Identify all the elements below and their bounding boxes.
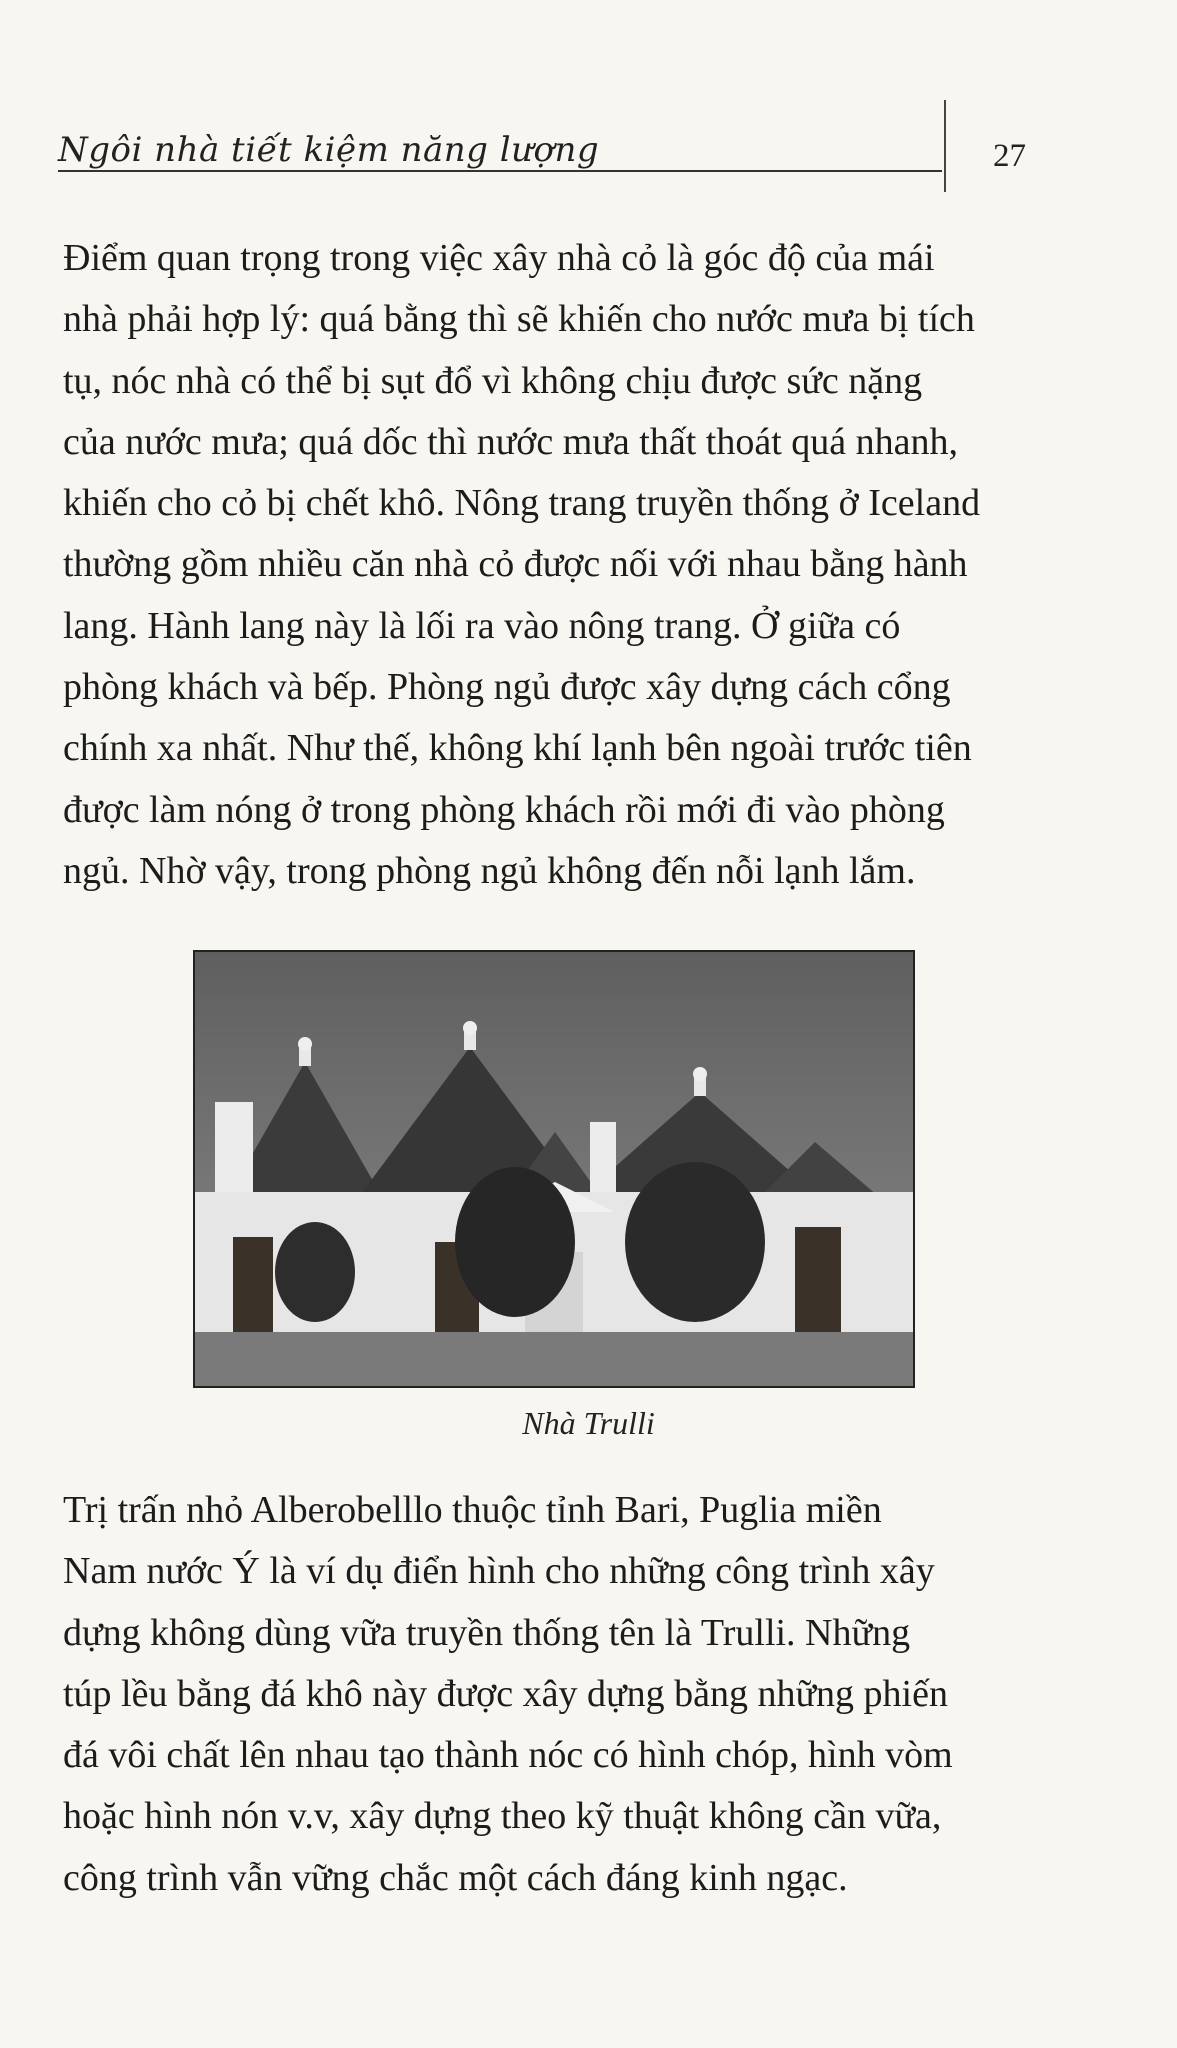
paragraph-iceland-turf-houses bbox=[63, 228, 1047, 902]
header-rule bbox=[58, 170, 942, 172]
text-line: ngủ. Nhờ vậy, trong phòng ngủ không đến nỗi lạnh lắm. bbox=[63, 849, 916, 892]
trulli-illustration bbox=[195, 952, 913, 1386]
text-line: công trình vẫn vững chắc một cách đáng kinh ngạc. bbox=[63, 1856, 848, 1899]
text-line: dựng không dùng vữa truyền thống tên là Trulli. Những bbox=[63, 1611, 911, 1654]
text-line: túp lều bằng đá khô này được xây dựng bằng những phiến bbox=[63, 1672, 948, 1715]
trulli-photo bbox=[193, 950, 915, 1388]
text-line: Trị trấn nhỏ Alberobelllo thuộc tỉnh Bari, Puglia miền bbox=[63, 1489, 882, 1531]
figure-caption: Nhà Trulli bbox=[522, 1405, 655, 1441]
text-line: khiến cho cỏ bị chết khô. Nông trang truyền thống ở Iceland bbox=[63, 482, 981, 525]
header-vertical-rule bbox=[944, 100, 946, 192]
page-header bbox=[48, 100, 1108, 200]
text-line: hoặc hình nón v.v, xây dựng theo kỹ thuật không cần vữa, bbox=[63, 1795, 942, 1838]
page-number: 27 bbox=[993, 138, 1026, 174]
text-line: chính xa nhất. Như thế, không khí lạnh bên ngoài trước tiên bbox=[63, 727, 972, 770]
text-line: tụ, nóc nhà có thể bị sụt đổ vì không chịu được sức nặng bbox=[63, 359, 923, 402]
text-line: phòng khách và bếp. Phòng ngủ được xây dựng cách cổng bbox=[63, 666, 951, 709]
text-line: lang. Hành lang này là lối ra vào nông trang. Ở giữa có bbox=[63, 604, 901, 647]
text-line: nhà phải hợp lý: quá bằng thì sẽ khiến cho nước mưa bị tích bbox=[63, 298, 975, 341]
paragraph-trulli bbox=[63, 1480, 1047, 1909]
text-line: thường gồm nhiều căn nhà cỏ được nối với nhau bằng hành bbox=[63, 543, 968, 586]
text-line: đá vôi chất lên nhau tạo thành nóc có hình chóp, hình vòm bbox=[63, 1734, 953, 1777]
text-line: được làm nóng ở trong phòng khách rồi mới đi vào phòng bbox=[63, 788, 945, 831]
text-line: của nước mưa; quá dốc thì nước mưa thất thoát quá nhanh, bbox=[63, 420, 958, 463]
running-title: Ngôi nhà tiết kiệm năng lượng bbox=[58, 130, 600, 170]
text-line: Nam nước Ý là ví dụ điển hình cho những công trình xây bbox=[63, 1550, 935, 1593]
text-line: Điểm quan trọng trong việc xây nhà cỏ là góc độ của mái bbox=[63, 237, 935, 279]
